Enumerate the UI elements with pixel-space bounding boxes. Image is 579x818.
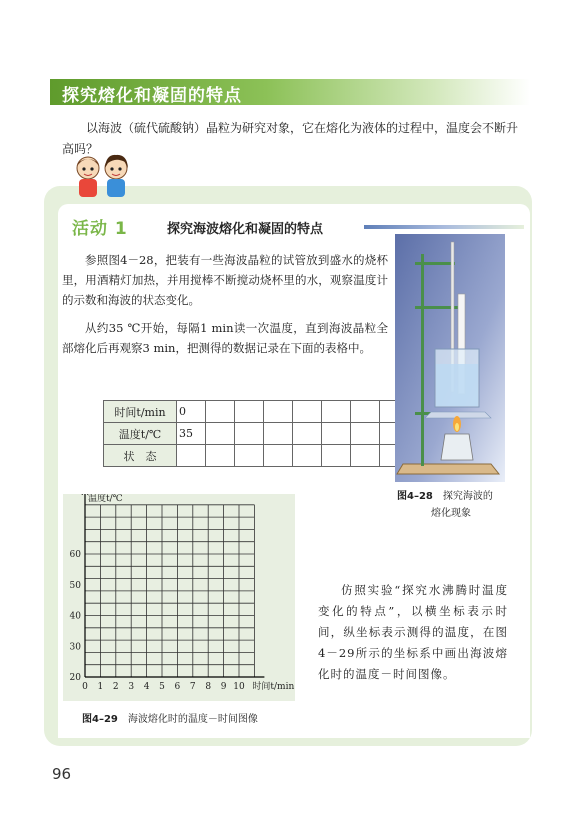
table-cell: 0 bbox=[177, 401, 206, 423]
x-tick-label: 8 bbox=[205, 682, 212, 692]
table-cell: 35 bbox=[177, 423, 206, 445]
table-cell bbox=[351, 423, 380, 445]
x-tick-label: 1 bbox=[97, 682, 104, 692]
table-cell bbox=[264, 445, 293, 467]
table-cell bbox=[351, 445, 380, 467]
paragraph-2: 从约35 ℃开始，每隔1 min读一次温度，直到海波晶粒全部熔化后再观察3 min，把测得的数据记录在下面的表格中。 bbox=[62, 321, 388, 355]
y-tick-label: 50 bbox=[69, 580, 81, 591]
cartoon-kids-icon bbox=[70, 152, 136, 200]
table-header-cell: 状 态 bbox=[104, 445, 177, 467]
table-cell bbox=[206, 445, 235, 467]
x-tick-label: 7 bbox=[189, 682, 196, 692]
x-tick-label: 4 bbox=[143, 682, 150, 692]
table-cell bbox=[322, 423, 351, 445]
x-tick-label: 0 bbox=[82, 682, 88, 692]
apparatus-illustration bbox=[395, 234, 505, 482]
figure-28-number: 图4–28 bbox=[397, 491, 433, 502]
figure-29-caption-text: 海波熔化时的温度－时间图像 bbox=[127, 714, 258, 725]
figure-29-caption bbox=[82, 710, 258, 725]
table-header-cell: 温度t/℃ bbox=[104, 423, 177, 445]
table-cell bbox=[322, 445, 351, 467]
table-cell bbox=[206, 401, 235, 423]
table-cell bbox=[264, 401, 293, 423]
y-axis-label: 温度t/℃ bbox=[88, 494, 123, 504]
page-number: 96 bbox=[52, 765, 72, 783]
x-tick-label: 9 bbox=[220, 682, 227, 692]
activity-title: 探究海波熔化和凝固的特点 bbox=[167, 222, 324, 237]
table-cell bbox=[177, 445, 206, 467]
x-tick-label: 2 bbox=[112, 682, 119, 692]
x-tick-label: 6 bbox=[174, 682, 181, 692]
activity-title-rule bbox=[364, 225, 524, 229]
paragraph-1: 参照图4－28，把装有一些海波晶粒的试管放到盛水的烧杯里，用酒精灯加热，并用搅棒不断搅动烧杯里的水，观察温度计的示数和海波的状态变化。 bbox=[62, 253, 388, 307]
table-cell bbox=[206, 423, 235, 445]
figure-28-caption-line2: 熔化现象 bbox=[431, 508, 471, 519]
figure-28-caption-line1: 探究海波的 bbox=[442, 491, 493, 502]
table-row bbox=[104, 445, 409, 467]
section-title: 探究熔化和凝固的特点 bbox=[62, 86, 242, 106]
table-cell bbox=[235, 401, 264, 423]
intro-paragraph: 以海波（硫代硫酸钠）晶粒为研究对象，它在熔化为液体的过程中，温度会不断升高吗？ bbox=[62, 121, 519, 156]
table-row bbox=[104, 401, 409, 423]
table-cell bbox=[351, 401, 380, 423]
data-table bbox=[103, 400, 409, 467]
table-cell bbox=[293, 423, 322, 445]
x-axis-label: 时间t/min bbox=[252, 682, 295, 692]
figure-28-caption bbox=[397, 488, 493, 522]
table-cell bbox=[235, 445, 264, 467]
table-cell bbox=[264, 423, 293, 445]
y-tick-label: 60 bbox=[69, 550, 81, 560]
table-cell bbox=[293, 445, 322, 467]
x-tick-label: 5 bbox=[159, 682, 165, 692]
temperature-time-grid bbox=[63, 494, 295, 701]
table-cell bbox=[322, 401, 351, 423]
table-row bbox=[104, 423, 409, 445]
table-cell bbox=[293, 401, 322, 423]
x-tick-label: 10 bbox=[233, 682, 245, 692]
section-header bbox=[50, 79, 530, 105]
x-tick-label: 3 bbox=[128, 682, 135, 692]
grid-svg bbox=[63, 494, 295, 701]
y-tick-label: 30 bbox=[69, 642, 81, 653]
y-tick-label: 20 bbox=[69, 673, 81, 683]
y-tick-label: 40 bbox=[69, 611, 81, 622]
instruction-paragraph: 仿照实验“探究水沸腾时温度变化的特点”，以横坐标表示时间，纵坐标表示测得的温度，在图4－29所示的坐标系中画出海波熔化时的温度－时间图像。 bbox=[318, 583, 508, 681]
table-cell bbox=[235, 423, 264, 445]
activity-label: 活动 1 bbox=[72, 219, 128, 239]
figure-29-number: 图4–29 bbox=[82, 714, 118, 725]
table-header-cell: 时间t/min bbox=[104, 401, 177, 423]
